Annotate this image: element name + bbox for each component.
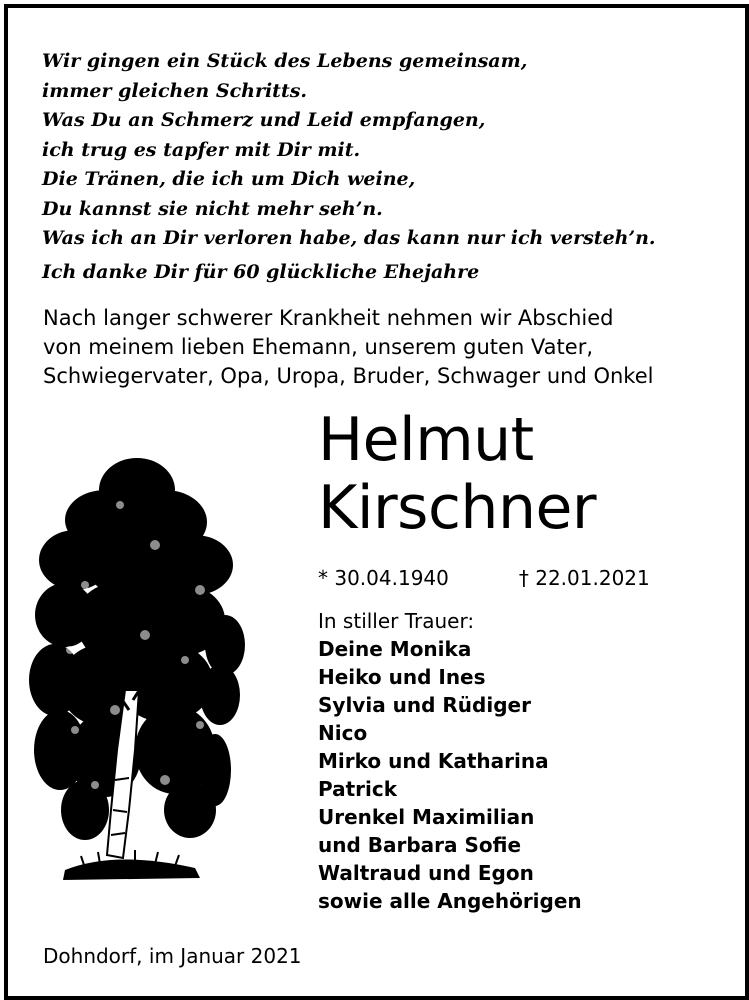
poem-line: Die Tränen, die ich um Dich weine, xyxy=(42,168,416,190)
death-date: † 22.01.2021 xyxy=(518,566,650,590)
birch-tree-icon xyxy=(25,450,247,900)
mourner-name: Urenkel Maximilian xyxy=(318,805,535,829)
mourner-name: Patrick xyxy=(318,777,398,801)
poem-line: immer gleichen Schritts. xyxy=(42,79,308,102)
mourner-name: Nico xyxy=(318,721,368,745)
poem xyxy=(42,47,722,254)
poem-line: ich trug es tapfer mit Dir mit. xyxy=(42,138,361,161)
mourner-name: Waltraud und Egon xyxy=(318,861,534,885)
mourner-name: Heiko und Ines xyxy=(318,665,486,689)
mourner-name: Mirko und Katharina xyxy=(318,749,549,773)
farewell-line: Schwiegervater, Opa, Uropa, Bruder, Schwager und Onkel xyxy=(43,364,654,388)
mourner-name: Deine Monika xyxy=(318,637,472,661)
first-name: Helmut xyxy=(318,405,534,475)
birth-date: * 30.04.1940 xyxy=(318,566,449,590)
mourner-name: sowie alle Angehörigen xyxy=(318,889,582,913)
mourning-intro: In stiller Trauer: xyxy=(318,609,475,633)
mourner-name: Sylvia und Rüdiger xyxy=(318,693,531,717)
place-and-date: Dohndorf, im Januar 2021 xyxy=(43,944,302,968)
deceased-name xyxy=(318,406,596,542)
last-name: Kirschner xyxy=(318,473,597,543)
thanks-line: Ich danke Dir für 60 glückliche Ehejahre xyxy=(42,261,480,283)
farewell-text xyxy=(43,304,743,391)
poem-line: Was Du an Schmerz und Leid empfangen, xyxy=(42,109,486,131)
poem-line: Wir gingen ein Stück des Lebens gemeinsam, xyxy=(42,50,528,72)
poem-line: Was ich an Dir verloren habe, das kann nur ich versteh’n. xyxy=(42,227,656,249)
farewell-line: Nach langer schwerer Krankheit nehmen wir Abschied xyxy=(43,306,614,330)
mourner-name: und Barbara Sofie xyxy=(318,833,522,857)
farewell-line: von meinem lieben Ehemann, unserem guten Vater, xyxy=(43,335,593,359)
mourners-list xyxy=(318,607,582,915)
poem-line: Du kannst sie nicht mehr seh’n. xyxy=(42,197,383,220)
life-dates xyxy=(318,565,650,591)
